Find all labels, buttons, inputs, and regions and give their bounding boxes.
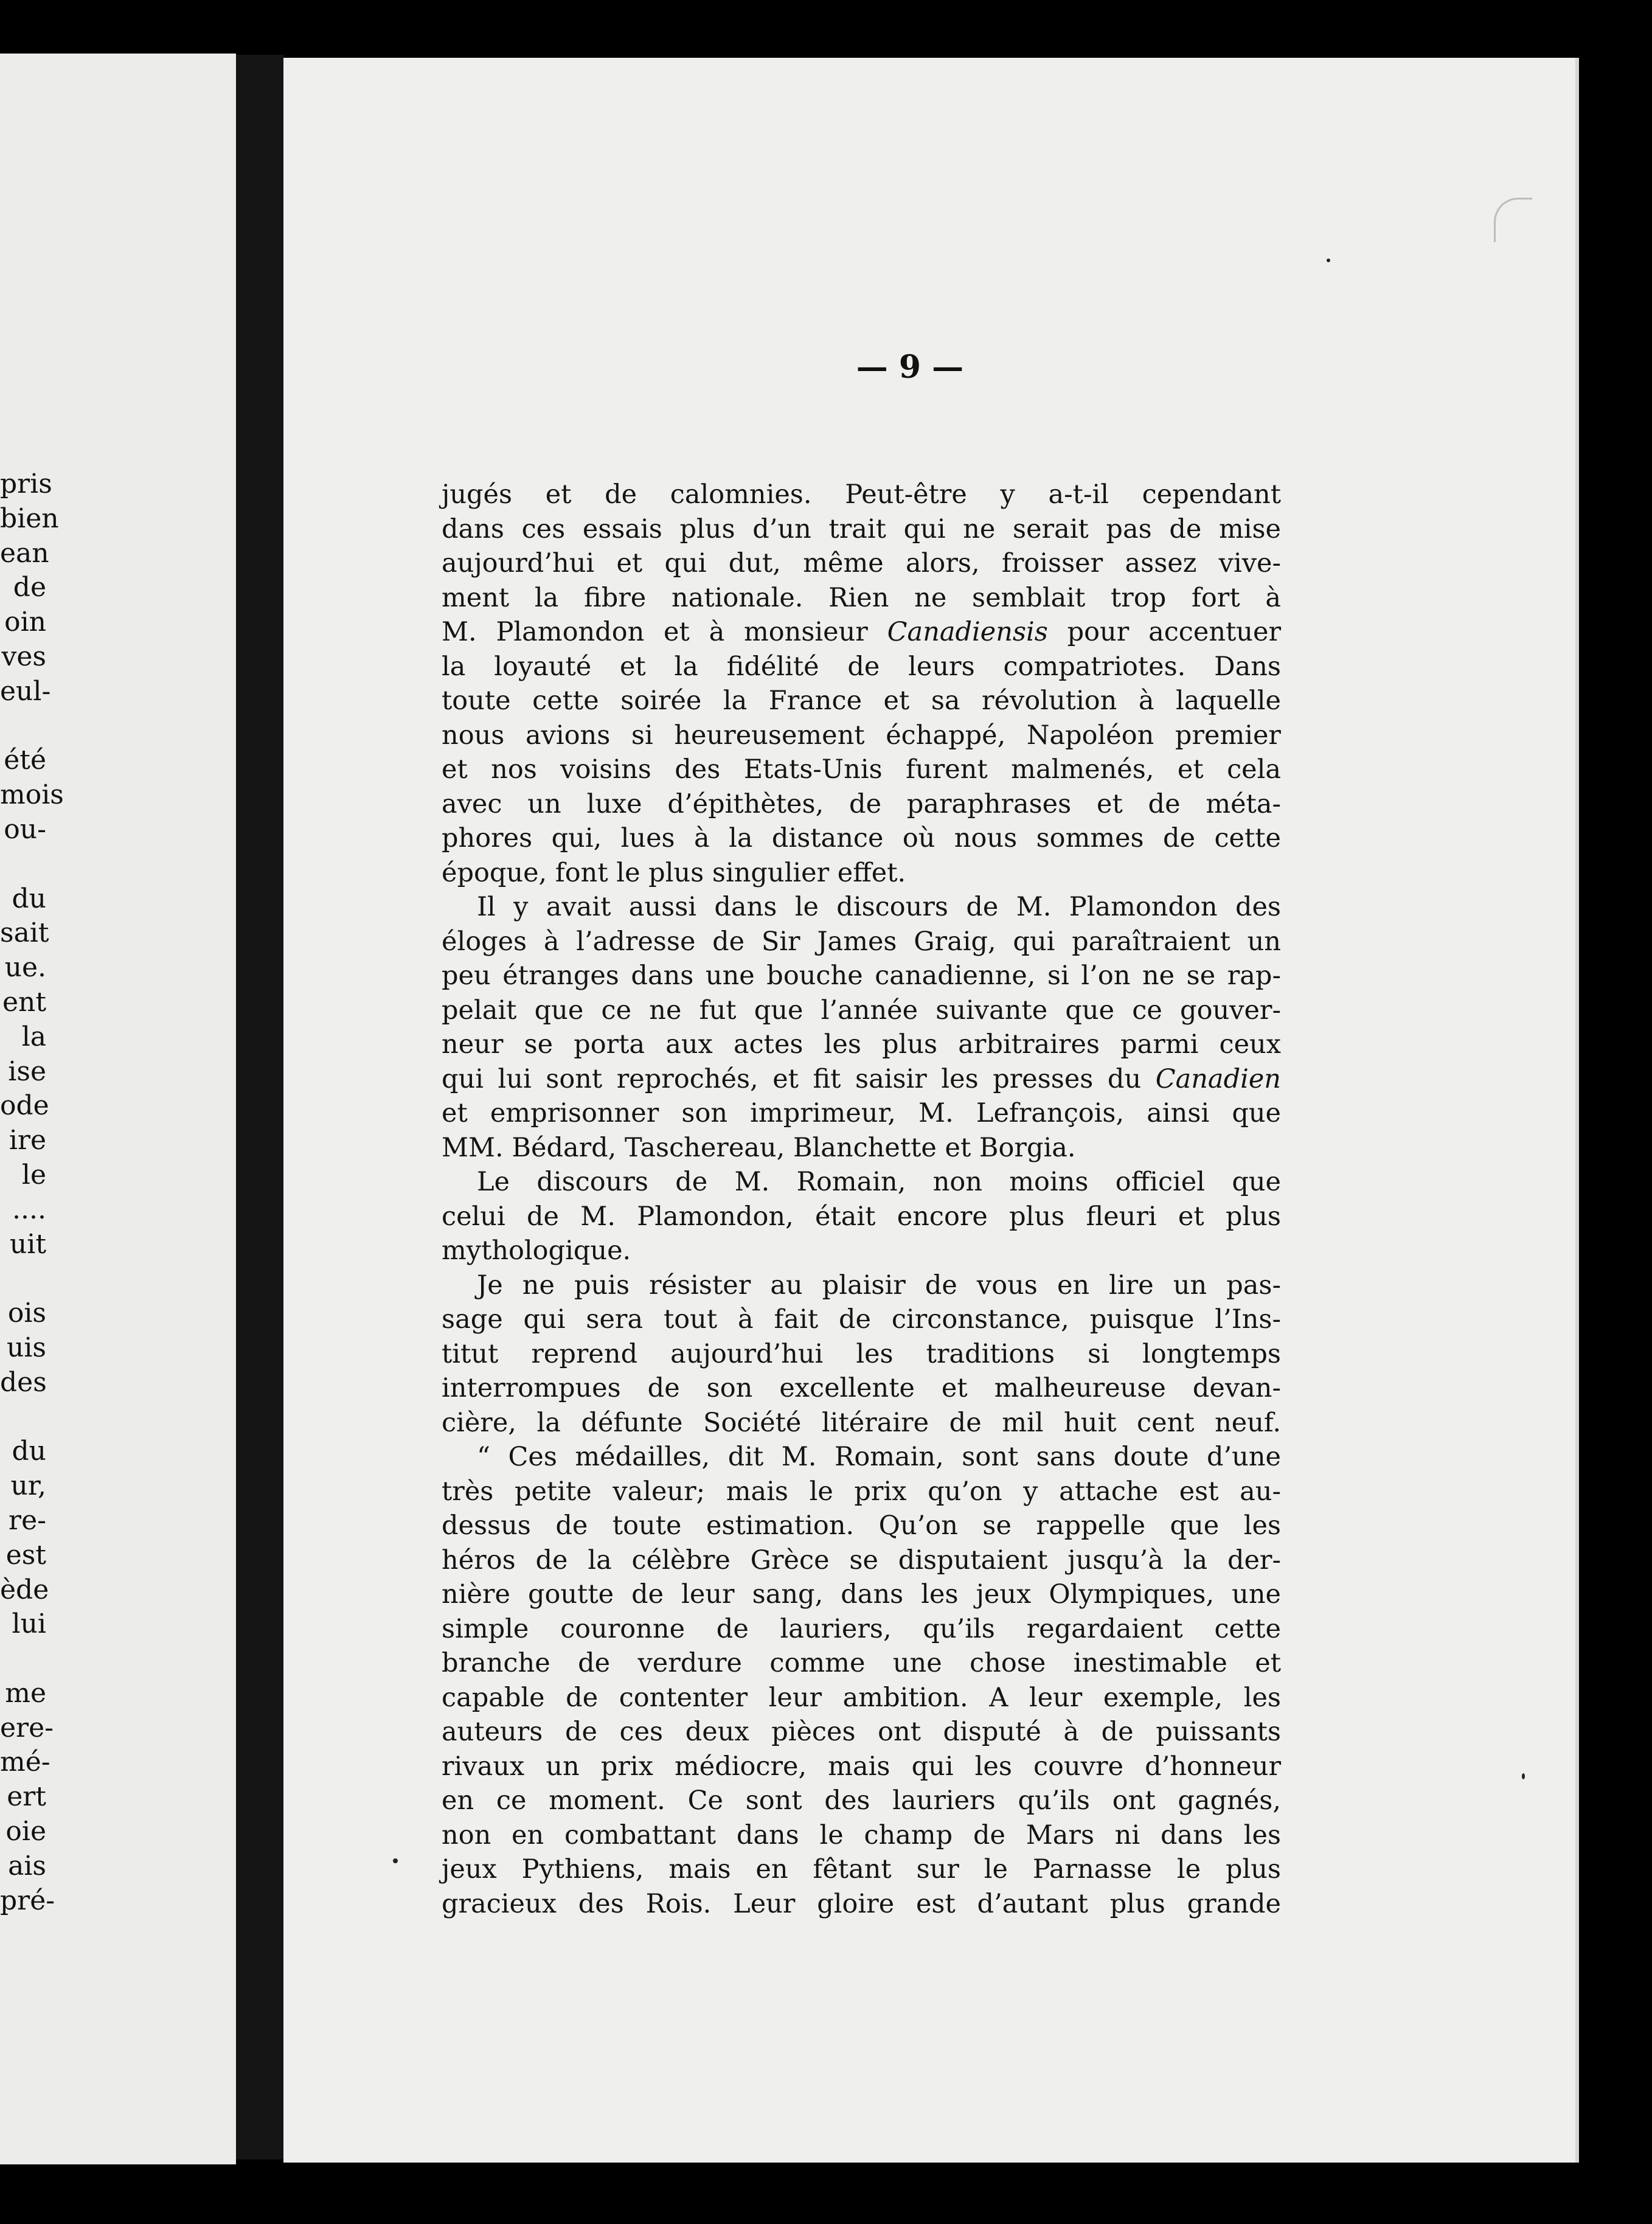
previous-page-fragment: ire [9,1125,46,1156]
text-line: très petite valeur; mais le prix qu’on y attache est au- [442,1476,1281,1507]
text-line: titut reprend aujourd’hui les traditions si longtemps [442,1338,1281,1369]
text-line: mythologique. [442,1235,631,1266]
text-line: cière, la défunte Société litéraire de mil huit cent neuf. [442,1407,1281,1438]
previous-page-fragment [0,709,46,744]
previous-page-fragment: est [5,1539,46,1571]
scan-speck [1522,1773,1525,1779]
previous-page-fragment: de [13,572,46,603]
text-line: non en combattant dans le champ de Mars ni dans les [442,1819,1281,1850]
previous-page-fragment: me [5,1677,46,1709]
text-line: branche de verdure comme une chose inestimable et [442,1648,1281,1678]
previous-page-fragment [0,1642,46,1677]
previous-page-fragment: du [12,883,46,914]
text-line: dans ces essais plus d’un trait qui ne serait pas de mise [442,513,1281,544]
scan-speck [1327,259,1330,262]
previous-page-fragment: .... [12,1194,46,1225]
text-line: peu étranges dans une bouche canadienne, si l’on ne se rap- [442,961,1281,991]
previous-page-fragment: été [4,745,46,776]
previous-page-fragment: lui [12,1608,46,1640]
text-line: éloges à l’adresse de Sir James Graig, qui paraîtraient un [442,926,1281,957]
previous-page-fragment [0,1262,46,1296]
text-line: sage qui sera tout à fait de circonstance, puisque l’Ins- [442,1304,1281,1335]
previous-page-fragment: ois [7,1298,46,1329]
previous-page-fragment: ou- [4,813,46,845]
text-line: jugés et de calomnies. Peut-être y a-t-il cependant [442,479,1281,510]
previous-page-fragment: ède [0,1574,49,1605]
text-line: “ Ces médailles, dit M. Romain, sont sans doute d’une [477,1442,1281,1472]
previous-page-fragment: le [21,1159,46,1190]
previous-page-fragment: sait [0,917,49,949]
page-body-text [442,478,1281,1921]
previous-page-fragment: ves [1,641,46,672]
text-line: MM. Bédard, Taschereau, Blanchette et Borgia. [442,1132,1076,1163]
text-line: qui lui sont reprochés, et fit saisir les presses du Canadien [442,1063,1281,1094]
text-line: époque, font le plus singulier effet. [442,857,906,888]
text-line: en ce moment. Ce sont des lauriers qu’ils ont gagnés, [442,1785,1281,1816]
scan-speck [393,1858,398,1863]
previous-page-fragment: mois [0,779,64,811]
text-line: nière goutte de leur sang, dans les jeux Olympiques, une [442,1579,1281,1610]
previous-page-fragment: uis [7,1332,46,1363]
previous-page-fragment: oin [4,606,46,638]
previous-page-fragment: ise [8,1055,46,1087]
text-line: jeux Pythiens, mais en fêtant sur le Parnasse le plus [442,1854,1281,1885]
text-line: rivaux un prix médiocre, mais qui les couvre d’honneur [442,1751,1281,1782]
previous-page-fragment: eul- [0,675,51,707]
previous-page-fragment [0,847,46,882]
previous-page-fragment: pré- [0,1885,55,1916]
previous-page-strip [0,54,236,2164]
previous-page-fragment: ere- [0,1712,54,1743]
previous-page-fragment: ent [2,986,46,1018]
previous-page-fragment: des [0,1366,47,1398]
previous-page-fragment: la [21,1021,46,1052]
previous-page-fragment: ur, [10,1470,46,1502]
text-line: Il y avait aussi dans le discours de M. Plamondon des [477,892,1281,922]
text-line: gracieux des Rois. Leur gloire est d’autant plus grande [442,1888,1281,1919]
text-line: aujourd’hui et qui dut, même alors, froisser assez vive- [442,548,1281,579]
previous-page-fragment: oie [5,1816,46,1847]
text-line: capable de contenter leur ambition. A leur exemple, les [442,1682,1281,1713]
text-line: Le discours de M. Romain, non moins officiel que [477,1167,1281,1197]
text-line: avec un luxe d’épithètes, de paraphrases et de méta- [442,788,1281,819]
previous-page-fragment: ue. [4,952,46,984]
page-corner-mark [1494,198,1532,242]
text-line: pelait que ce ne fut que l’année suivante que ce gouver- [442,995,1281,1026]
italic-word: Canadiensis [887,617,1048,647]
text-line: celui de M. Plamondon, était encore plus fleuri et plus [442,1201,1281,1232]
previous-page-fragment: bien [0,502,59,534]
text-line: simple couronne de lauriers, qu’ils regardaient cette [442,1613,1281,1644]
text-line: neur se porta aux actes les plus arbitraires parmi ceux [442,1029,1281,1060]
page-number: — 9 — [856,349,964,386]
text-line: la loyauté et la fidélité de leurs compatriotes. Dans [442,651,1281,682]
previous-page-fragment: uit [9,1228,46,1260]
previous-page-fragment: du [12,1436,46,1467]
previous-page-text-fragments [0,467,64,1918]
previous-page-fragment: pris [0,468,52,499]
text-line: héros de la célèbre Grèce se disputaient jusqu’à la der- [442,1545,1281,1576]
text-line: phores qui, lues à la distance où nous sommes de cette [442,823,1281,853]
previous-page-fragment: mé- [0,1746,50,1778]
text-line: M. Plamondon et à monsieur Canadiensis pour accentuer [442,617,1281,647]
previous-page-fragment: ert [7,1781,46,1813]
text-line: dessus de toute estimation. Qu’on se rappelle que les [442,1510,1281,1541]
previous-page-fragment: ode [0,1090,49,1122]
italic-word: Canadien [1155,1063,1281,1094]
book-gutter [236,55,283,2160]
previous-page-fragment: re- [9,1504,46,1536]
text-line: et emprisonner son imprimeur, M. Lefrançois, ainsi que [442,1098,1281,1128]
previous-page-fragment: ais [8,1850,46,1882]
text-line: toute cette soirée la France et sa révolution à laquelle [442,686,1281,716]
previous-page-fragment [0,1400,46,1435]
text-line: nous avions si heureusement échappé, Napoléon premier [442,720,1281,751]
text-line: ment la fibre nationale. Rien ne semblait trop fort à [442,582,1281,613]
book-page [283,58,1579,2163]
text-line: et nos voisins des Etats-Unis furent malmenés, et cela [442,754,1281,785]
text-line: interrompues de son excellente et malheureuse devan- [442,1373,1281,1403]
text-line: Je ne puis résister au plaisir de vous en lire un pas- [477,1270,1281,1301]
text-line: auteurs de ces deux pièces ont disputé à de puissants [442,1717,1281,1747]
previous-page-fragment: ean [0,537,49,569]
